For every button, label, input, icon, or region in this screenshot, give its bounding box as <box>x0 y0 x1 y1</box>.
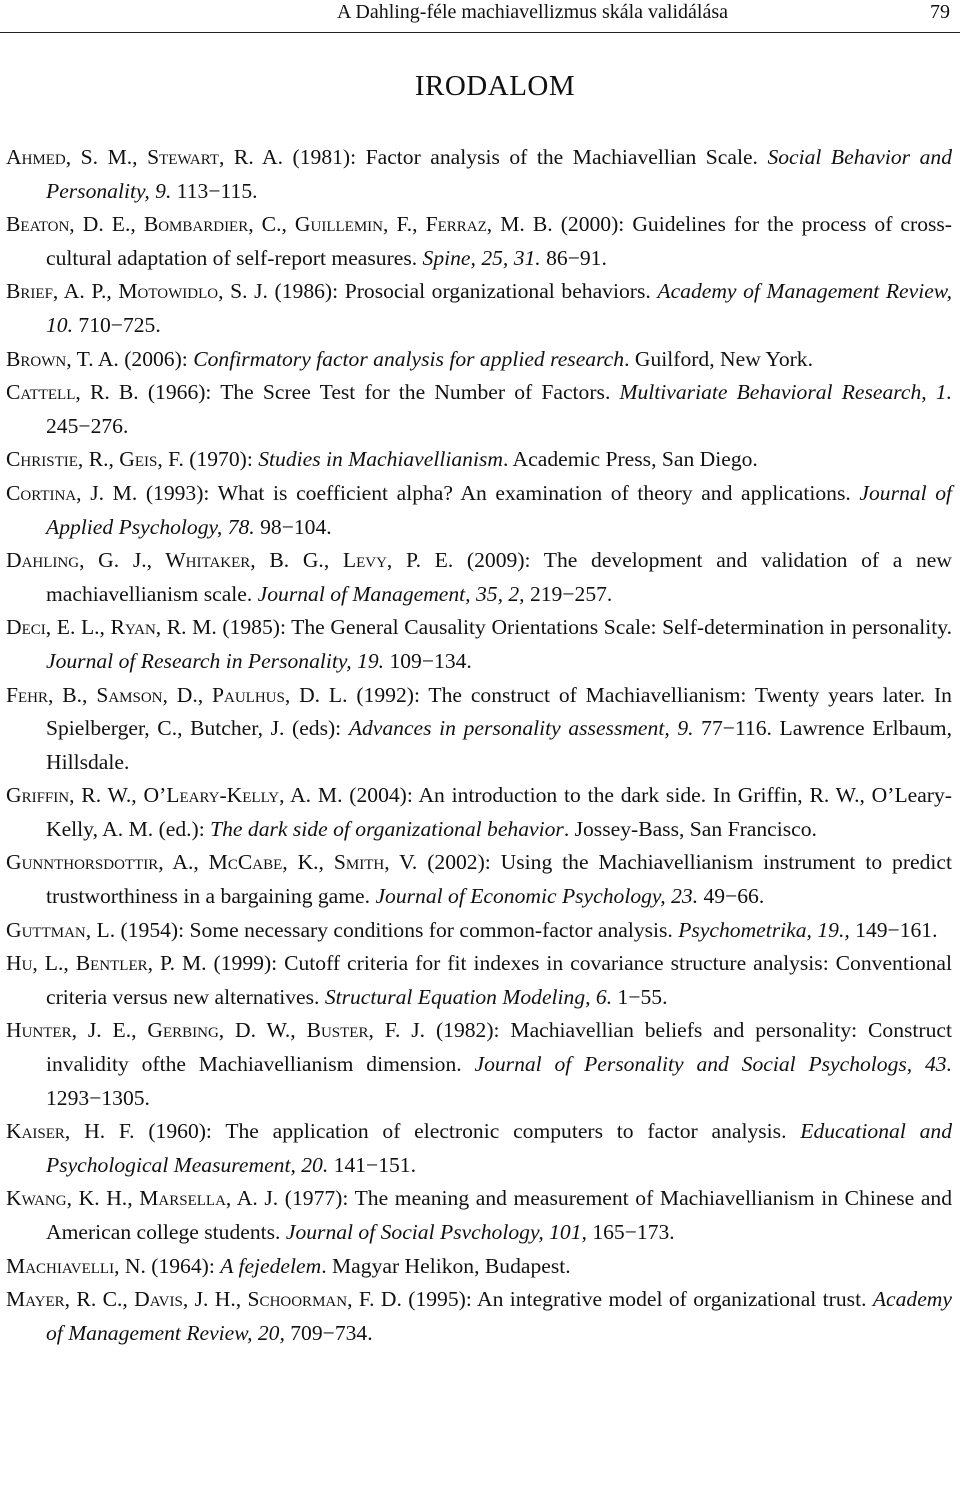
reference-entry <box>6 141 952 208</box>
reference-source: Academy of Management Review, 10. <box>46 279 953 337</box>
reference-entry <box>6 275 952 342</box>
reference-text: (1993): What is coefficient alpha? An examination of theory and applications. <box>137 480 860 505</box>
reference-entry <box>6 1283 952 1350</box>
reference-entry <box>6 1014 952 1115</box>
running-header <box>0 0 960 32</box>
reference-pages: 1−55. <box>612 984 668 1009</box>
reference-authors: Cortina, J. M. <box>6 480 138 505</box>
header-rule <box>0 32 960 33</box>
reference-pages: 1293−1305. <box>46 1085 150 1110</box>
reference-source: Journal of Personality and Social Psychologs, 43. <box>474 1052 953 1077</box>
reference-entry <box>6 1115 952 1182</box>
reference-entry <box>6 679 952 780</box>
reference-source: Journal of Applied Psychology, 78. <box>46 480 952 539</box>
reference-text: (1981): Factor analysis of the Machiavellian Scale. <box>283 145 768 169</box>
reference-authors: Kaiser, H. F. <box>6 1119 135 1144</box>
reference-source: Advances in personality assessment, 9. <box>348 716 694 741</box>
section-title: IRODALOM <box>414 70 576 102</box>
reference-entry <box>6 947 952 1014</box>
reference-source: Academy of Management Review, 20, <box>46 1287 952 1345</box>
reference-entry <box>6 343 952 377</box>
reference-authors: Cattell, R. B. <box>6 380 139 405</box>
reference-text: (1954): Some necessary conditions for common-factor analysis. <box>115 917 679 942</box>
reference-pages: 49−66. <box>698 884 765 909</box>
reference-text: (2006): <box>118 346 194 371</box>
reference-source: Multivariate Behavioral Research, 1. <box>619 380 952 405</box>
reference-entry <box>6 544 952 611</box>
reference-authors: Kwang, K. H., Marsella, A. J. <box>6 1186 279 1211</box>
reference-authors: Dahling, G. J., Whitaker, B. G., Levy, P. E. <box>6 548 454 573</box>
reference-authors: Beaton, D. E., Bombardier, C., Guillemin, F., Ferraz, M. B. <box>6 212 553 237</box>
running-title: A Dahling-féle machiavellizmus skála validálása <box>337 1 728 23</box>
reference-authors: Christie, R., Geis, F. <box>6 447 184 472</box>
reference-pages: . Jossey-Bass, San Francisco. <box>563 816 817 841</box>
reference-pages: 141−151. <box>328 1152 417 1177</box>
reference-source: Social Behavior and Personality, 9. <box>46 145 952 203</box>
reference-authors: Gunnthorsdottir, A., McCabe, K., Smith, V. <box>6 850 418 875</box>
reference-entry <box>6 1250 952 1284</box>
reference-text: (1986): Prosocial organizational behaviors. <box>267 279 658 304</box>
reference-pages: 149−161. <box>849 917 938 942</box>
reference-authors: Brown, T. A. <box>6 346 119 371</box>
reference-source: The dark side of organizational behavior <box>210 816 564 841</box>
reference-pages: 77−116. Lawrence Erlbaum, Hillsdale. <box>46 716 952 774</box>
reference-text: (1977): The meaning and measurement of Machiavellianism in Chinese and American college students. <box>46 1186 952 1244</box>
reference-text: (1985): The General Causality Orientations Scale: Self-determination in personality. <box>216 615 952 640</box>
reference-entry <box>6 376 952 443</box>
reference-list <box>6 141 952 1350</box>
reference-pages: 165−173. <box>586 1220 675 1244</box>
reference-text: (1995): An integrative model of organizational trust. <box>401 1287 873 1312</box>
reference-text: (1964): <box>145 1253 221 1278</box>
reference-pages: 86−91. <box>540 245 607 270</box>
reference-text: (1999): Cutoff criteria for fit indexes in covariance structure analysis: Conventional criteria versus new alternatives. <box>46 951 953 1009</box>
page-number: 79 <box>930 1 950 23</box>
reference-authors: Ahmed, S. M., Stewart, R. A. <box>6 145 284 169</box>
reference-text: (2004): An introduction to the dark side. In Griffin, R. W., O’Leary-Kelly, A. M. (ed.): <box>46 783 952 841</box>
reference-pages: . Academic Press, San Diego. <box>502 447 758 472</box>
reference-source: Journal of Management, 35, 2, <box>257 581 525 606</box>
reference-pages: 98−104. <box>254 514 332 539</box>
reference-authors: Brief, A. P., Motowidlo, S. J. <box>6 279 268 304</box>
reference-entry <box>6 1182 952 1249</box>
reference-source: Journal of Economic Psychology, 23. <box>375 884 699 909</box>
reference-entry <box>6 208 952 275</box>
reference-text: (1982): Machiavellian beliefs and personality: Construct invalidity ofthe Machiavellianism dimension. <box>46 1018 952 1077</box>
reference-pages: 245−276. <box>46 413 129 438</box>
reference-source: Structural Equation Modeling, 6. <box>324 984 613 1009</box>
reference-entry <box>6 779 952 846</box>
reference-source: Journal of Social Psvchology, 101, <box>285 1220 587 1244</box>
reference-authors: Fehr, B., Samson, D., Paulhus, D. L. <box>6 682 348 707</box>
reference-source: Spine, 25, 31. <box>422 245 541 270</box>
reference-text: (2002): Using the Machiavellianism instrument to predict trustworthiness in a bargaining game. <box>46 850 952 909</box>
reference-pages: 219−257. <box>524 581 613 606</box>
reference-text: (1960): The application of electronic computers to factor analysis. <box>134 1119 801 1144</box>
reference-source: Psychometrika, 19., <box>678 917 850 942</box>
reference-entry <box>6 914 952 948</box>
reference-authors: Guttman, L. <box>6 917 116 942</box>
reference-source: Confirmatory factor analysis for applied research <box>193 346 625 371</box>
reference-authors: Hunter, J. E., Gerbing, D. W., Buster, F. J. <box>6 1018 426 1043</box>
reference-source: A fejedelem <box>220 1253 322 1278</box>
reference-text: (1970): <box>183 447 259 472</box>
reference-entry <box>6 477 952 544</box>
reference-pages: . Magyar Helikon, Budapest. <box>321 1253 571 1278</box>
reference-entry <box>6 443 952 477</box>
reference-text: (1966): The Scree Test for the Number of Factors. <box>138 380 620 405</box>
reference-text: (2000): Guidelines for the process of cross-cultural adaptation of self-report measures. <box>46 212 952 270</box>
reference-source: Studies in Machiavellianism <box>258 447 503 472</box>
reference-text: (2009): The development and validation of a new machiavellianism scale. <box>46 548 952 606</box>
reference-pages: 109−134. <box>384 648 472 673</box>
reference-source: Journal of Research in Personality, 19. <box>46 648 385 673</box>
reference-authors: Hu, L., Bentler, P. M. <box>6 951 207 976</box>
reference-pages: . Guilford, New York. <box>624 346 814 371</box>
reference-entry <box>6 846 952 913</box>
reference-authors: Machiavelli, N. <box>6 1253 146 1278</box>
reference-pages: 113−115. <box>171 178 258 203</box>
reference-entry <box>6 611 952 678</box>
reference-authors: Deci, E. L., Ryan, R. M. <box>6 615 217 640</box>
reference-pages: 710−725. <box>73 312 161 337</box>
reference-authors: Griffin, R. W., O’Leary-Kelly, A. M. <box>6 783 343 808</box>
reference-authors: Mayer, R. C., Davis, J. H., Schoorman, F. D. <box>6 1287 402 1312</box>
reference-source: Educational and Psychological Measurement, 20. <box>46 1119 952 1177</box>
reference-pages: 709−734. <box>284 1320 373 1345</box>
reference-text: (1992): The construct of Machiavellianism: Twenty years later. In Spielberger, C., Butcher, J. (eds): <box>46 682 952 741</box>
